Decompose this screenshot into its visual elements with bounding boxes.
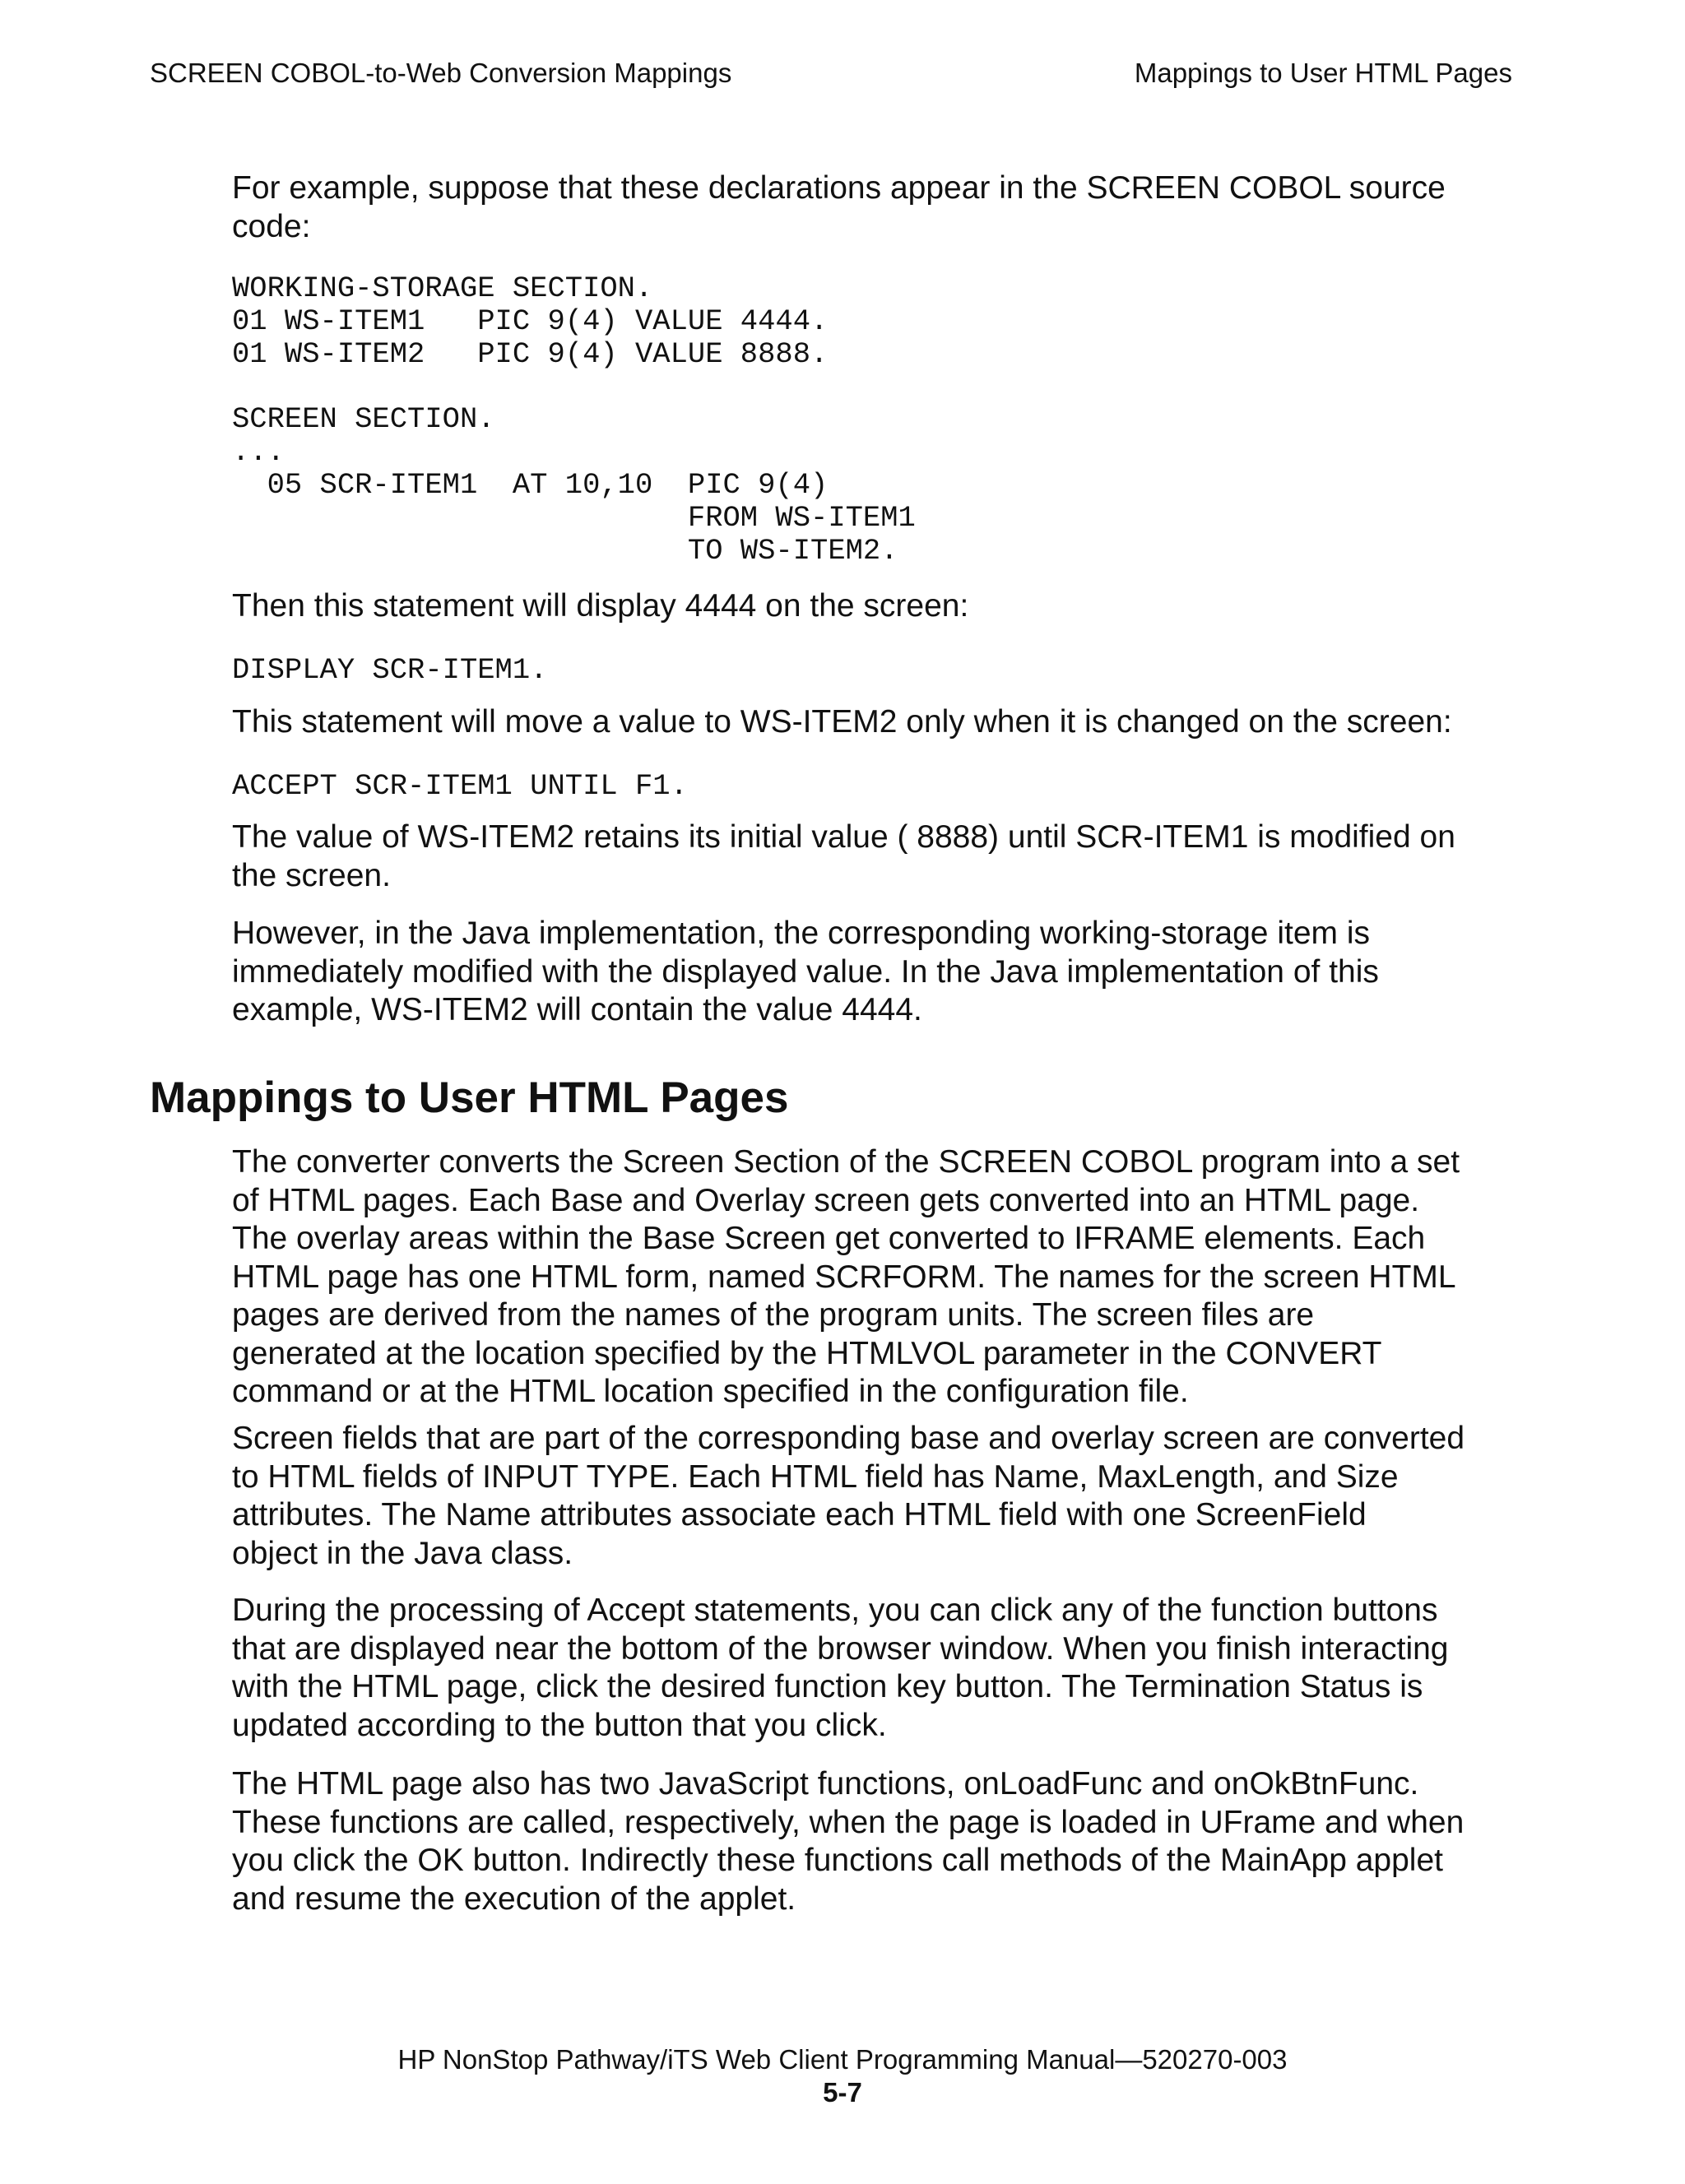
header-chapter-title: SCREEN COBOL-to-Web Conversion Mappings	[150, 58, 732, 88]
page-number: 5-7	[823, 2077, 862, 2107]
intro-paragraph: For example, suppose that these declarations appear in the SCREEN COBOL source code:	[232, 170, 1446, 244]
javascript-functions-paragraph: The HTML page also has two JavaScript functions, onLoadFunc and onOkBtnFunc. These functions are called, respectively, when the page is loaded in UFrame and when you click the OK button. Indirectly these functions call methods of the MainApp applet and resume the execution of the applet.	[232, 1766, 1465, 1917]
value-retention-paragraph: The value of WS-ITEM2 retains its initial value ( 8888) until SCR-ITEM1 is modified on the screen.	[232, 819, 1455, 893]
display-paragraph: Then this statement will display 4444 on the screen:	[232, 588, 969, 624]
screen-section-code: SCREEN SECTION. ... 05 SCR-ITEM1 AT 10,10 PIC 9(4) FROM WS-ITEM1 TO WS-ITEM2.	[232, 402, 916, 568]
java-implementation-paragraph: However, in the Java implementation, the corresponding working-storage item is immediately modified with the displayed value. In the Java implementation of this example, WS-ITEM2 will contain the value 4444.	[232, 916, 1379, 1027]
header-section-title: Mappings to User HTML Pages	[1134, 58, 1512, 88]
working-storage-code: WORKING-STORAGE SECTION. 01 WS-ITEM1 PIC 9(4) VALUE 4444. 01 WS-ITEM2 PIC 9(4) VALUE 8888.	[232, 271, 829, 371]
footer-manual-title: HP NonStop Pathway/iTS Web Client Programming Manual—520270-003	[397, 2044, 1288, 2075]
converter-paragraph: The converter converts the Screen Section of the SCREEN COBOL program into a set of HTML pages. Each Base and Overlay screen gets converted into an HTML page. The overlay areas within the Base Screen get converted to IFRAME elements. Each HTML page has one HTML form, named SCRFORM. The names for the screen HTML pages are derived from the names of the program units. The screen files are generated at the location specified by the HTMLVOL parameter in the CONVERT command or at the HTML location specified in the configuration file.	[232, 1144, 1460, 1409]
running-header	[150, 58, 1512, 94]
accept-statement-code: ACCEPT SCR-ITEM1 UNTIL F1.	[232, 769, 688, 803]
accept-paragraph: This statement will move a value to WS-ITEM2 only when it is changed on the screen:	[232, 704, 1452, 740]
accept-processing-paragraph: During the processing of Accept statements, you can click any of the function buttons that are displayed near the bottom of the browser window. When you finish interacting with the HTML page, click the desired function key button. The Termination Status is updated according to the button that you click.	[232, 1593, 1449, 1743]
screen-fields-paragraph: Screen fields that are part of the corresponding base and overlay screen are converted to HTML fields of INPUT TYPE. Each HTML field has Name, MaxLength, and Size attributes. The Name attributes associate each HTML field with one ScreenField object in the Java class.	[232, 1421, 1465, 1571]
section-heading: Mappings to User HTML Pages	[150, 1073, 789, 1122]
display-statement-code: DISPLAY SCR-ITEM1.	[232, 653, 548, 687]
